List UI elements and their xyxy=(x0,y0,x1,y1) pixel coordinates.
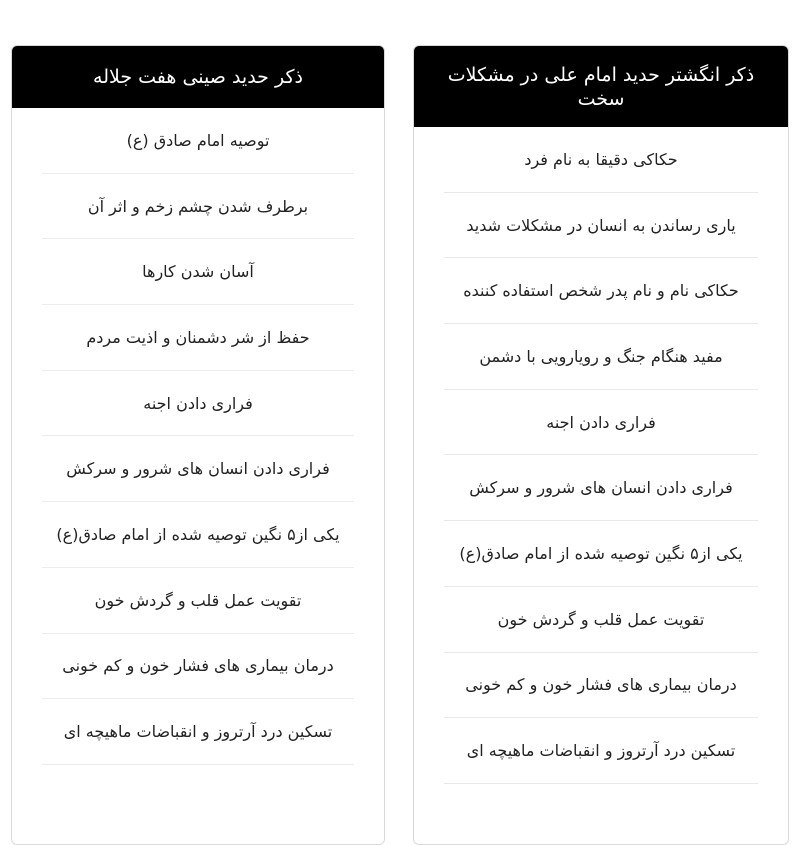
left-card-title: ذکر حدید صینی هفت جلاله xyxy=(12,46,384,108)
list-item: یکی از۵ نگین توصیه شده از امام صادق(ع) xyxy=(444,521,758,587)
list-item: توصیه امام صادق (ع) xyxy=(42,108,354,174)
list-item: تسکین درد آرتروز و انقباضات ماهیچه ای xyxy=(42,699,354,765)
list-item: تسکین درد آرتروز و انقباضات ماهیچه ای xyxy=(444,718,758,784)
list-item: فراری دادن انسان های شرور و سرکش xyxy=(42,436,354,502)
list-item: یاری رساندن به انسان در مشکلات شدید xyxy=(444,193,758,259)
list-item: حفظ از شر دشمنان و اذیت مردم xyxy=(42,305,354,371)
list-item: مفید هنگام جنگ و رویارویی با دشمن xyxy=(444,324,758,390)
list-item: درمان بیماری های فشار خون و کم خونی xyxy=(444,653,758,719)
list-item: یکی از۵ نگین توصیه شده از امام صادق(ع) xyxy=(42,502,354,568)
list-item: تقویت عمل قلب و گردش خون xyxy=(444,587,758,653)
list-item: درمان بیماری های فشار خون و کم خونی xyxy=(42,634,354,700)
list-item: برطرف شدن چشم زخم و اثر آن xyxy=(42,174,354,240)
left-card-list xyxy=(12,108,384,765)
right-card-list xyxy=(414,127,788,784)
list-item: تقویت عمل قلب و گردش خون xyxy=(42,568,354,634)
list-item: فراری دادن اجنه xyxy=(444,390,758,456)
right-card-title: ذکر انگشتر حدید امام علی در مشکلات سخت xyxy=(414,46,788,127)
list-item: حکاکی نام و نام پدر شخص استفاده کننده xyxy=(444,258,758,324)
right-card xyxy=(413,45,789,845)
list-item: فراری دادن انسان های شرور و سرکش xyxy=(444,455,758,521)
left-card xyxy=(11,45,385,845)
list-item: حکاکی دقیقا به نام فرد xyxy=(444,127,758,193)
list-item: آسان شدن کارها xyxy=(42,239,354,305)
list-item: فراری دادن اجنه xyxy=(42,371,354,437)
